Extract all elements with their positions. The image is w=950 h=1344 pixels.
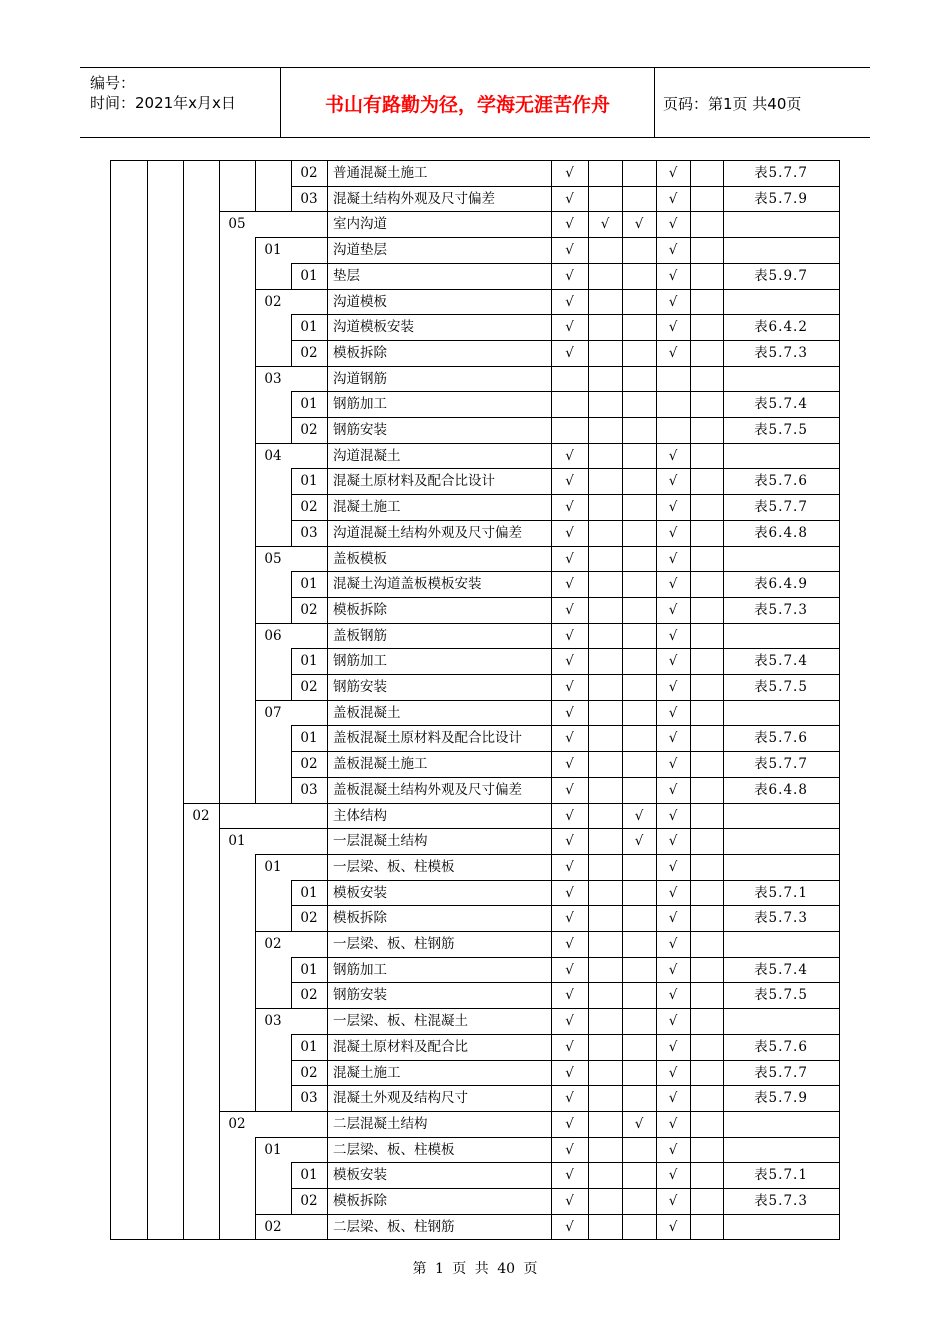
form-reference: 表5.7.5 <box>754 679 808 695</box>
check-mark: √ <box>565 499 574 516</box>
check-mark: √ <box>565 704 574 721</box>
check-mark: √ <box>668 1167 678 1184</box>
check-mark: √ <box>565 293 574 310</box>
form-reference: 表5.7.3 <box>754 344 808 361</box>
code-cell: 02 <box>192 807 210 824</box>
code-cell: 01 <box>300 884 318 901</box>
item-name: 二层梁、板、柱模板 <box>333 1141 455 1158</box>
check-mark: √ <box>565 1218 574 1235</box>
item-name: 钢筋加工 <box>333 396 387 413</box>
code-cell: 03 <box>264 370 282 387</box>
form-reference: 表5.7.6 <box>754 473 808 490</box>
time-label: 时间：2021年x月x日 <box>90 94 236 112</box>
item-name: 一层混凝土结构 <box>333 833 428 850</box>
check-mark: √ <box>600 216 610 233</box>
check-mark: √ <box>668 1115 678 1132</box>
code-cell: 03 <box>300 1090 318 1107</box>
code-cell: 02 <box>228 1115 246 1132</box>
form-reference: 表5.7.9 <box>754 1090 808 1107</box>
item-name: 钢筋安装 <box>333 422 387 438</box>
code-cell: 02 <box>300 601 318 618</box>
check-mark: √ <box>565 884 574 901</box>
check-mark: √ <box>668 190 678 207</box>
check-mark: √ <box>668 781 678 798</box>
check-mark: √ <box>565 756 574 773</box>
code-cell: 03 <box>300 524 318 541</box>
column-divider <box>255 725 256 752</box>
item-name: 混凝土外观及结构尺寸 <box>333 1090 468 1107</box>
check-mark: √ <box>565 1193 574 1209</box>
check-mark: √ <box>565 987 574 1004</box>
item-name: 模板拆除 <box>333 601 387 618</box>
code-cell: 01 <box>300 576 318 593</box>
column-divider <box>255 777 256 804</box>
column-divider <box>110 160 111 1240</box>
column-divider <box>255 597 256 624</box>
check-mark: √ <box>565 576 574 593</box>
code-cell: 01 <box>228 833 246 850</box>
check-mark: √ <box>668 447 678 464</box>
form-reference: 表5.7.3 <box>754 910 808 927</box>
code-cell: 05 <box>228 216 246 233</box>
item-name: 钢筋安装 <box>333 679 387 695</box>
code-cell: 02 <box>300 344 318 361</box>
form-reference: 表5.7.4 <box>754 396 808 413</box>
page-footer: 第 1 页 共 40 页 <box>412 1261 538 1277</box>
code-cell: 01 <box>264 242 282 259</box>
code-cell: 01 <box>300 473 318 490</box>
code-cell: 02 <box>300 422 318 438</box>
check-mark: √ <box>668 601 678 618</box>
item-name: 盖板模板 <box>333 550 387 567</box>
item-name: 盖板混凝土原材料及配合比设计 <box>333 730 522 747</box>
item-name: 一层梁、板、柱钢筋 <box>333 936 455 952</box>
check-mark: √ <box>668 987 678 1004</box>
column-divider <box>255 1162 256 1189</box>
form-reference: 表5.7.7 <box>754 1064 808 1081</box>
column-divider <box>255 186 256 212</box>
code-cell: 01 <box>300 961 318 978</box>
check-mark: √ <box>565 1064 574 1081</box>
check-mark: √ <box>565 319 574 336</box>
check-mark: √ <box>668 550 678 567</box>
form-reference: 表5.7.6 <box>754 1038 808 1055</box>
check-mark: √ <box>565 1141 574 1158</box>
form-reference: 表5.7.6 <box>754 730 808 747</box>
item-name: 沟道模板安装 <box>333 319 414 336</box>
code-cell: 02 <box>264 1218 282 1235</box>
check-mark: √ <box>565 1115 574 1132</box>
column-divider <box>255 880 256 906</box>
check-mark: √ <box>668 679 678 695</box>
code-cell: 01 <box>300 267 318 284</box>
item-name: 混凝土原材料及配合比设计 <box>333 473 495 490</box>
check-mark: √ <box>668 293 678 310</box>
check-mark: √ <box>668 267 678 284</box>
form-reference: 表5.7.5 <box>754 422 808 438</box>
form-reference: 表6.4.9 <box>754 576 808 593</box>
column-divider <box>255 982 256 1009</box>
column-divider <box>147 160 148 1240</box>
check-mark: √ <box>668 1218 678 1235</box>
code-cell: 02 <box>300 910 318 927</box>
code-cell: 03 <box>300 781 318 798</box>
column-divider <box>255 160 256 187</box>
column-divider <box>255 1034 256 1061</box>
item-name: 沟道混凝土结构外观及尺寸偏差 <box>333 524 522 541</box>
code-cell: 02 <box>300 499 318 516</box>
column-divider <box>255 674 256 701</box>
check-mark: √ <box>668 242 678 259</box>
check-mark: √ <box>668 319 678 336</box>
code-cell: 02 <box>300 679 318 695</box>
item-name: 模板安装 <box>333 884 387 901</box>
item-name: 一层梁、板、柱模板 <box>333 858 455 875</box>
form-reference: 表5.7.3 <box>754 601 808 618</box>
code-cell: 02 <box>264 293 282 310</box>
code-cell: 01 <box>300 730 318 747</box>
form-reference: 表5.7.7 <box>754 499 808 516</box>
item-name: 混凝土施工 <box>333 1064 401 1081</box>
check-mark: √ <box>668 936 678 952</box>
item-name: 混凝土沟道盖板模板安装 <box>333 576 482 593</box>
check-mark: √ <box>634 807 644 824</box>
check-mark: √ <box>668 730 678 747</box>
code-cell: 01 <box>300 1167 318 1184</box>
item-name: 钢筋加工 <box>333 653 387 670</box>
check-mark: √ <box>565 910 574 927</box>
check-mark: √ <box>668 473 678 490</box>
check-mark: √ <box>565 1038 574 1055</box>
code-cell: 02 <box>300 1193 318 1209</box>
check-mark: √ <box>668 961 678 978</box>
check-mark: √ <box>565 344 574 361</box>
check-mark: √ <box>668 499 678 516</box>
item-name: 室内沟道 <box>333 216 387 233</box>
check-mark: √ <box>668 576 678 593</box>
check-mark: √ <box>565 627 574 644</box>
code-cell: 02 <box>264 936 282 952</box>
code-cell: 06 <box>264 627 282 644</box>
column-divider <box>255 957 256 983</box>
column-divider <box>255 1188 256 1215</box>
check-mark: √ <box>565 961 574 978</box>
check-mark: √ <box>668 858 678 875</box>
code-cell: 05 <box>264 550 282 567</box>
column-divider <box>255 391 256 418</box>
item-name: 混凝土结构外观及尺寸偏差 <box>333 190 495 207</box>
column-divider <box>255 905 256 932</box>
item-name: 模板拆除 <box>333 344 387 361</box>
check-mark: √ <box>565 550 574 567</box>
check-mark: √ <box>634 216 644 233</box>
motto-text: 书山有路勤为径，学海无涯苦作舟 <box>324 94 610 116</box>
item-name: 沟道混凝土 <box>333 447 401 464</box>
form-reference: 表5.7.5 <box>754 987 808 1004</box>
check-mark: √ <box>565 807 574 824</box>
form-reference: 表5.7.3 <box>754 1193 808 1209</box>
check-mark: √ <box>565 833 574 850</box>
item-name: 二层混凝土结构 <box>333 1115 428 1132</box>
column-divider <box>255 494 256 521</box>
check-mark: √ <box>565 1090 574 1107</box>
check-mark: √ <box>565 1013 574 1030</box>
code-cell: 07 <box>264 704 282 721</box>
check-mark: √ <box>668 756 678 773</box>
column-divider <box>255 571 256 598</box>
form-reference: 表5.7.1 <box>754 1167 808 1184</box>
check-mark: √ <box>565 1167 574 1184</box>
check-mark: √ <box>565 730 574 747</box>
item-name: 混凝土施工 <box>333 499 401 516</box>
item-name: 混凝土原材料及配合比 <box>333 1038 468 1055</box>
item-name: 钢筋安装 <box>333 987 387 1004</box>
item-name: 垫层 <box>333 267 360 284</box>
code-cell: 02 <box>300 756 318 773</box>
check-mark: √ <box>668 216 678 233</box>
item-name: 盖板混凝土结构外观及尺寸偏差 <box>333 781 522 798</box>
check-mark: √ <box>668 807 678 824</box>
check-mark: √ <box>668 165 678 181</box>
item-name: 盖板混凝土 <box>333 704 401 721</box>
column-divider <box>255 468 256 495</box>
column-divider <box>255 417 256 444</box>
form-reference: 表5.7.9 <box>754 190 808 207</box>
item-name: 模板拆除 <box>333 910 387 927</box>
item-name: 模板安装 <box>333 1167 387 1184</box>
column-divider <box>255 1060 256 1086</box>
column-divider <box>255 314 256 341</box>
item-name: 盖板混凝土施工 <box>333 756 428 773</box>
check-mark: √ <box>668 704 678 721</box>
check-mark: √ <box>634 1115 644 1132</box>
column-divider <box>255 751 256 778</box>
item-name: 钢筋加工 <box>333 961 387 978</box>
check-mark: √ <box>565 781 574 798</box>
serial-label: 编号： <box>90 74 136 92</box>
column-divider <box>255 648 256 675</box>
check-mark: √ <box>565 601 574 618</box>
form-reference: 表5.7.7 <box>754 165 808 181</box>
code-cell: 02 <box>300 165 318 181</box>
check-mark: √ <box>565 447 574 464</box>
check-mark: √ <box>668 884 678 901</box>
code-cell: 02 <box>300 987 318 1004</box>
check-mark: √ <box>565 242 574 259</box>
item-name: 沟道垫层 <box>333 242 387 259</box>
check-mark: √ <box>565 216 574 233</box>
check-mark: √ <box>565 267 574 284</box>
column-divider <box>255 340 256 367</box>
check-mark: √ <box>565 653 574 670</box>
check-mark: √ <box>565 858 574 875</box>
form-reference: 表6.4.8 <box>754 781 808 798</box>
item-name: 普通混凝土施工 <box>333 165 428 181</box>
check-mark: √ <box>565 165 574 181</box>
code-cell: 01 <box>300 319 318 336</box>
check-mark: √ <box>668 1141 678 1158</box>
page-info: 页码：第1页 共40页 <box>663 95 802 113</box>
code-cell: 01 <box>264 858 282 875</box>
column-divider <box>255 263 256 290</box>
check-mark: √ <box>565 190 574 207</box>
item-name: 主体结构 <box>333 807 387 824</box>
code-cell: 03 <box>300 190 318 207</box>
check-mark: √ <box>668 910 678 927</box>
item-name: 沟道模板 <box>333 293 387 310</box>
column-divider <box>255 520 256 547</box>
check-mark: √ <box>634 833 644 850</box>
form-reference: 表5.7.7 <box>754 756 808 773</box>
check-mark: √ <box>668 1013 678 1030</box>
item-name: 一层梁、板、柱混凝土 <box>333 1013 468 1030</box>
item-name: 盖板钢筋 <box>333 627 387 644</box>
check-mark: √ <box>668 627 678 644</box>
code-cell: 01 <box>264 1141 282 1158</box>
check-mark: √ <box>668 1090 678 1107</box>
form-reference: 表5.7.4 <box>754 653 808 670</box>
check-mark: √ <box>565 679 574 695</box>
check-mark: √ <box>668 524 678 541</box>
item-name: 二层梁、板、柱钢筋 <box>333 1218 455 1235</box>
code-cell: 01 <box>300 396 318 413</box>
check-mark: √ <box>668 344 678 361</box>
column-divider <box>219 160 220 1240</box>
item-name: 沟道钢筋 <box>333 370 387 387</box>
form-reference: 表5.7.1 <box>754 884 808 901</box>
check-mark: √ <box>565 524 574 541</box>
code-cell: 04 <box>264 447 282 464</box>
code-cell: 01 <box>300 653 318 670</box>
check-mark: √ <box>668 833 678 850</box>
code-cell: 03 <box>264 1013 282 1030</box>
form-reference: 表5.7.4 <box>754 961 808 978</box>
column-divider <box>183 160 184 1240</box>
form-reference: 表5.9.7 <box>754 267 808 284</box>
item-name: 模板拆除 <box>333 1193 387 1209</box>
check-mark: √ <box>668 1064 678 1081</box>
form-reference: 表6.4.8 <box>754 524 808 541</box>
check-mark: √ <box>668 653 678 670</box>
code-cell: 01 <box>300 1038 318 1055</box>
check-mark: √ <box>668 1193 678 1209</box>
check-mark: √ <box>668 1038 678 1055</box>
code-cell: 02 <box>300 1064 318 1081</box>
form-reference: 表6.4.2 <box>754 319 808 336</box>
check-mark: √ <box>565 473 574 490</box>
column-divider <box>255 1085 256 1112</box>
check-mark: √ <box>565 936 574 952</box>
